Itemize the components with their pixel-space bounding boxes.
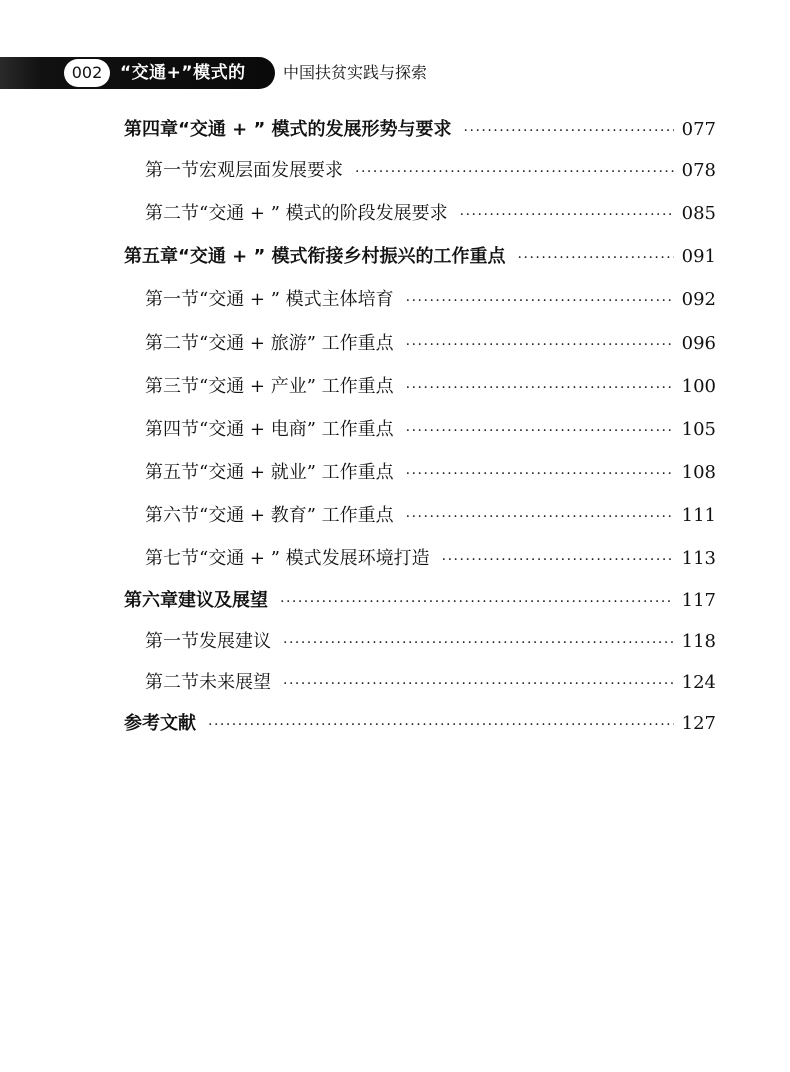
toc-entry-title: “交通 + ” 模式主体培育 [199,289,394,310]
dot-leader [283,628,674,658]
toc-page-number: 100 [681,376,716,397]
series-title: “交通+”模式的 [120,63,246,83]
toc-page-number: 108 [681,462,716,483]
toc-page-number: 113 [681,548,716,569]
toc-entry-number: 第六章 [124,590,178,611]
dot-leader [283,669,674,699]
toc-section-row[interactable] [0,668,716,698]
toc-entry-title: “交通 + ” 模式衔接乡村振兴的工作重点 [178,246,506,267]
toc-entry-number: 第四节 [145,419,199,440]
page-number: 002 [64,59,110,87]
toc-page-number: 096 [681,333,716,354]
dot-leader [406,330,674,360]
toc-entry-number: 第三节 [145,376,199,397]
toc-page-number: 092 [681,289,716,310]
toc-entry-number: 第七节 [145,548,199,569]
toc-entry-number: 第五节 [145,462,199,483]
dot-leader [406,416,674,446]
toc-entry-title: “交通 + ” 模式的发展形势与要求 [178,119,452,140]
toc-page-number: 118 [681,631,716,652]
toc-section-row[interactable] [0,329,716,359]
toc-page-number: 124 [681,672,716,693]
dot-leader [406,459,674,489]
dot-leader [208,710,674,740]
toc-entry-title: 宏观层面发展要求 [199,160,343,181]
toc-entry-title: “交通 + 就业” 工作重点 [199,462,394,483]
dot-leader [460,200,674,230]
dot-leader [518,243,674,273]
toc-entry-title: “交通 + ” 模式的阶段发展要求 [199,203,448,224]
toc-entry-title: 建议及展望 [178,590,268,611]
toc-entry-number: 参考文献 [124,713,196,734]
toc-section-row[interactable] [0,372,716,402]
toc-entry-title: “交通 + 产业” 工作重点 [199,376,394,397]
toc-entry-title: “交通 + 旅游” 工作重点 [199,333,394,354]
toc-page-number: 105 [681,419,716,440]
toc-section-row[interactable] [0,415,716,445]
toc-page-number: 085 [681,203,716,224]
dot-leader [464,116,674,146]
toc-section-row[interactable] [0,458,716,488]
toc-section-row[interactable] [0,501,716,531]
dot-leader [442,545,674,575]
dot-leader [406,502,674,532]
toc-entry-number: 第二节 [145,672,199,693]
toc-section-row[interactable] [0,285,716,315]
toc-entry-number: 第二节 [145,333,199,354]
toc-chapter-row[interactable] [0,709,716,739]
book-title: 中国扶贫实践与探索 [283,63,428,82]
toc-entry-number: 第一节 [145,289,199,310]
toc-entry-title: “交通 + 电商” 工作重点 [199,419,394,440]
toc-section-row[interactable] [0,156,716,186]
toc-entry-number: 第一节 [145,160,199,181]
toc-page-number: 117 [681,590,716,611]
toc-entry-number: 第一节 [145,631,199,652]
running-header [0,53,790,93]
toc-chapter-row[interactable] [0,242,716,272]
dot-leader [355,157,674,187]
toc-page-number: 078 [681,160,716,181]
toc-chapter-row[interactable] [0,115,716,145]
toc-entry-title: 发展建议 [199,631,271,652]
toc-page-number: 077 [681,119,716,140]
dot-leader [406,373,674,403]
toc-page-number: 111 [681,505,716,526]
dot-leader [406,286,674,316]
toc-entry-title: “交通 + ” 模式发展环境打造 [199,548,430,569]
toc-page-number: 127 [681,713,716,734]
toc-entry-title: “交通 + 教育” 工作重点 [199,505,394,526]
toc-entry-number: 第二节 [145,203,199,224]
toc-entry-number: 第五章 [124,246,178,267]
toc-entry-title: 未来展望 [199,672,271,693]
toc-chapter-row[interactable] [0,586,716,616]
toc-section-row[interactable] [0,199,716,229]
toc-entry-number: 第四章 [124,119,178,140]
toc-entry-number: 第六节 [145,505,199,526]
toc-page-number: 091 [681,246,716,267]
toc-section-row[interactable] [0,544,716,574]
dot-leader [280,587,674,617]
toc-section-row[interactable] [0,627,716,657]
